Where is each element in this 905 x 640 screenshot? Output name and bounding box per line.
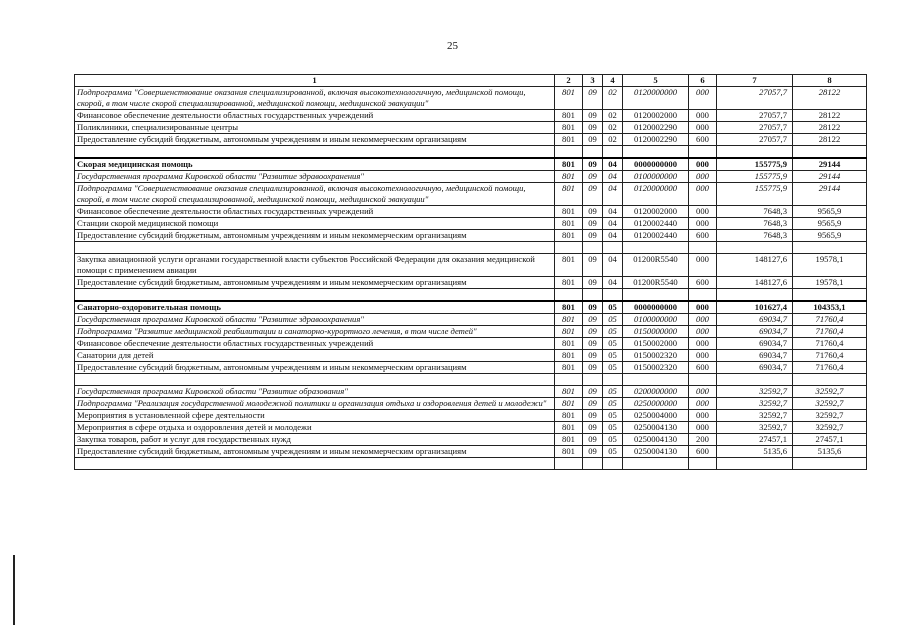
row-value-cell: 28122 (793, 110, 867, 122)
row-value-cell: 148127,6 (717, 254, 793, 277)
row-value-cell: 69034,7 (717, 314, 793, 326)
row-value-cell: 09 (583, 110, 603, 122)
row-value-cell: 600 (689, 446, 717, 458)
row-value-cell: 29144 (793, 171, 867, 183)
row-value-cell: 000 (689, 254, 717, 277)
row-value-cell (717, 146, 793, 159)
row-label-cell (75, 242, 555, 254)
row-value-cell: 801 (555, 422, 583, 434)
row-value-cell (603, 242, 623, 254)
table-row (75, 422, 867, 434)
row-label-cell: Подпрограмма "Совершенствование оказания специализированной, включая высокотехнологичную, медицинской помощи, скорой, в том числе скорой специализированной, медицинской помощи, медицинской эвакуации" (75, 87, 555, 110)
row-value-cell: 0100000000 (623, 314, 689, 326)
row-label-cell: Закупка авиационной услуги органами государственной власти субъектов Российской Федерации для оказания медицинской помощи с применением авиации (75, 254, 555, 277)
row-value-cell: 05 (603, 350, 623, 362)
row-value-cell: 0150002320 (623, 350, 689, 362)
budget-table-wrapper (74, 74, 866, 470)
row-value-cell (717, 289, 793, 302)
row-value-cell: 29144 (793, 158, 867, 171)
row-value-cell: 05 (603, 326, 623, 338)
row-value-cell: 801 (555, 350, 583, 362)
row-label-cell: Государственная программа Кировской области "Развитие образования" (75, 386, 555, 398)
row-value-cell: 69034,7 (717, 362, 793, 374)
row-value-cell: 02 (603, 110, 623, 122)
header-cell: 4 (603, 75, 623, 87)
row-value-cell (623, 374, 689, 386)
header-cell: 7 (717, 75, 793, 87)
row-value-cell: 5135,6 (793, 446, 867, 458)
table-row (75, 218, 867, 230)
row-value-cell: 27057,7 (717, 110, 793, 122)
row-value-cell: 32592,7 (793, 386, 867, 398)
row-value-cell: 28122 (793, 134, 867, 146)
row-value-cell: 801 (555, 230, 583, 242)
row-value-cell: 04 (603, 254, 623, 277)
row-value-cell (717, 374, 793, 386)
row-value-cell: 32592,7 (717, 422, 793, 434)
row-value-cell: 9565,9 (793, 218, 867, 230)
row-value-cell (583, 374, 603, 386)
row-value-cell: 0000000000 (623, 301, 689, 314)
row-value-cell: 71760,4 (793, 350, 867, 362)
row-value-cell: 000 (689, 87, 717, 110)
row-value-cell: 155775,9 (717, 183, 793, 206)
row-value-cell: 801 (555, 326, 583, 338)
row-value-cell: 801 (555, 158, 583, 171)
row-value-cell: 801 (555, 122, 583, 134)
row-value-cell: 801 (555, 206, 583, 218)
row-value-cell (793, 289, 867, 302)
table-row (75, 254, 867, 277)
table-row (75, 350, 867, 362)
row-value-cell: 27457,1 (717, 434, 793, 446)
row-value-cell: 0150000000 (623, 326, 689, 338)
row-value-cell (689, 458, 717, 470)
row-value-cell: 05 (603, 410, 623, 422)
table-row (75, 338, 867, 350)
row-label-cell (75, 289, 555, 302)
table-row (75, 122, 867, 134)
header-cell: 8 (793, 75, 867, 87)
row-value-cell (603, 458, 623, 470)
row-value-cell: 19578,1 (793, 277, 867, 289)
row-value-cell: 29144 (793, 183, 867, 206)
row-value-cell: 000 (689, 158, 717, 171)
row-value-cell (689, 146, 717, 159)
row-value-cell: 04 (603, 171, 623, 183)
row-label-cell: Скорая медицинская помощь (75, 158, 555, 171)
row-value-cell: 09 (583, 362, 603, 374)
row-value-cell: 04 (603, 230, 623, 242)
row-value-cell: 600 (689, 134, 717, 146)
row-value-cell: 02 (603, 122, 623, 134)
row-value-cell: 801 (555, 110, 583, 122)
row-value-cell: 801 (555, 134, 583, 146)
row-value-cell: 02 (603, 87, 623, 110)
row-label-cell: Финансовое обеспечение деятельности областных государственных учреждений (75, 206, 555, 218)
row-value-cell: 0100000000 (623, 171, 689, 183)
row-value-cell (793, 146, 867, 159)
row-value-cell: 28122 (793, 87, 867, 110)
row-label-cell: Государственная программа Кировской области "Развитие здравоохранения" (75, 314, 555, 326)
row-value-cell: 0120002290 (623, 134, 689, 146)
row-value-cell (555, 458, 583, 470)
row-value-cell: 04 (603, 218, 623, 230)
row-value-cell: 71760,4 (793, 326, 867, 338)
row-value-cell: 71760,4 (793, 314, 867, 326)
row-value-cell: 09 (583, 158, 603, 171)
row-value-cell: 801 (555, 183, 583, 206)
row-label-cell: Предоставление субсидий бюджетным, автономным учреждениям и иным некоммерческим организациям (75, 277, 555, 289)
row-value-cell: 09 (583, 338, 603, 350)
row-value-cell: 09 (583, 410, 603, 422)
row-value-cell: 5135,6 (717, 446, 793, 458)
row-value-cell: 69034,7 (717, 338, 793, 350)
row-value-cell: 05 (603, 314, 623, 326)
row-label-cell: Предоставление субсидий бюджетным, автономным учреждениям и иным некоммерческим организациям (75, 134, 555, 146)
row-value-cell: 09 (583, 171, 603, 183)
table-row (75, 183, 867, 206)
row-label-cell: Мероприятия в установленной сфере деятельности (75, 410, 555, 422)
row-value-cell: 7648,3 (717, 230, 793, 242)
row-value-cell: 0150002000 (623, 338, 689, 350)
row-label-cell: Финансовое обеспечение деятельности областных государственных учреждений (75, 338, 555, 350)
row-value-cell: 0250004000 (623, 410, 689, 422)
row-value-cell: 0120002440 (623, 230, 689, 242)
row-value-cell (603, 146, 623, 159)
header-cell: 2 (555, 75, 583, 87)
table-row (75, 134, 867, 146)
row-label-cell: Станции скорой медицинской помощи (75, 218, 555, 230)
row-label-cell (75, 146, 555, 159)
row-value-cell: 148127,6 (717, 277, 793, 289)
header-cell: 5 (623, 75, 689, 87)
row-value-cell: 000 (689, 110, 717, 122)
row-value-cell: 09 (583, 87, 603, 110)
row-value-cell: 000 (689, 338, 717, 350)
header-row (75, 75, 867, 87)
row-value-cell (555, 289, 583, 302)
row-value-cell: 32592,7 (793, 410, 867, 422)
row-value-cell: 27057,7 (717, 122, 793, 134)
row-value-cell: 01200R5540 (623, 254, 689, 277)
row-label-cell: Государственная программа Кировской области "Развитие здравоохранения" (75, 171, 555, 183)
row-value-cell (623, 289, 689, 302)
row-value-cell: 801 (555, 434, 583, 446)
row-label-cell: Предоставление субсидий бюджетным, автономным учреждениям и иным некоммерческим организациям (75, 362, 555, 374)
row-value-cell: 09 (583, 230, 603, 242)
table-row (75, 362, 867, 374)
header-cell: 1 (75, 75, 555, 87)
row-value-cell: 000 (689, 218, 717, 230)
row-value-cell (623, 242, 689, 254)
row-label-cell: Закупка товаров, работ и услуг для государственных нужд (75, 434, 555, 446)
row-value-cell: 27057,7 (717, 87, 793, 110)
row-value-cell: 0250004130 (623, 434, 689, 446)
row-value-cell: 69034,7 (717, 350, 793, 362)
row-value-cell: 600 (689, 362, 717, 374)
row-value-cell: 09 (583, 301, 603, 314)
row-value-cell: 09 (583, 434, 603, 446)
row-value-cell: 0120002000 (623, 206, 689, 218)
row-value-cell: 05 (603, 362, 623, 374)
row-value-cell (623, 146, 689, 159)
row-value-cell (555, 146, 583, 159)
row-value-cell: 09 (583, 446, 603, 458)
row-value-cell: 09 (583, 206, 603, 218)
row-value-cell (555, 242, 583, 254)
row-value-cell: 05 (603, 338, 623, 350)
row-value-cell: 801 (555, 398, 583, 410)
row-value-cell: 32592,7 (793, 398, 867, 410)
row-value-cell: 155775,9 (717, 171, 793, 183)
row-value-cell: 09 (583, 314, 603, 326)
table-row (75, 410, 867, 422)
row-value-cell: 000 (689, 183, 717, 206)
row-value-cell: 05 (603, 446, 623, 458)
row-value-cell: 000 (689, 386, 717, 398)
row-label-cell: Поликлиники, специализированные центры (75, 122, 555, 134)
row-value-cell: 09 (583, 122, 603, 134)
row-value-cell (603, 374, 623, 386)
row-value-cell (689, 242, 717, 254)
row-value-cell: 27057,7 (717, 134, 793, 146)
row-value-cell (793, 374, 867, 386)
row-value-cell (717, 242, 793, 254)
row-value-cell: 09 (583, 134, 603, 146)
row-value-cell: 0120000000 (623, 183, 689, 206)
row-label-cell (75, 458, 555, 470)
table-row (75, 206, 867, 218)
row-value-cell: 32592,7 (717, 386, 793, 398)
page-number: 25 (447, 40, 458, 52)
header-cell: 6 (689, 75, 717, 87)
row-value-cell: 0250004130 (623, 422, 689, 434)
row-value-cell: 801 (555, 446, 583, 458)
spacer-row (75, 458, 867, 470)
row-value-cell: 801 (555, 410, 583, 422)
row-value-cell: 0250004130 (623, 446, 689, 458)
table-row (75, 314, 867, 326)
row-value-cell: 09 (583, 183, 603, 206)
row-value-cell: 7648,3 (717, 206, 793, 218)
row-value-cell: 28122 (793, 122, 867, 134)
row-value-cell: 0120002290 (623, 122, 689, 134)
table-row (75, 230, 867, 242)
row-value-cell: 155775,9 (717, 158, 793, 171)
row-label-cell: Санаторно-оздоровительная помощь (75, 301, 555, 314)
row-value-cell (603, 289, 623, 302)
row-value-cell: 000 (689, 171, 717, 183)
row-value-cell (793, 458, 867, 470)
row-value-cell: 09 (583, 326, 603, 338)
row-value-cell: 19578,1 (793, 254, 867, 277)
table-body (75, 87, 867, 470)
row-value-cell: 801 (555, 218, 583, 230)
row-value-cell: 32592,7 (793, 422, 867, 434)
row-value-cell: 101627,4 (717, 301, 793, 314)
row-value-cell (583, 146, 603, 159)
row-value-cell: 01200R5540 (623, 277, 689, 289)
row-value-cell: 0250000000 (623, 398, 689, 410)
spacer-row (75, 289, 867, 302)
row-label-cell: Предоставление субсидий бюджетным, автономным учреждениям и иным некоммерческим организациям (75, 446, 555, 458)
row-value-cell: 09 (583, 218, 603, 230)
row-value-cell: 000 (689, 410, 717, 422)
row-label-cell (75, 374, 555, 386)
row-value-cell: 04 (603, 158, 623, 171)
row-value-cell: 32592,7 (717, 410, 793, 422)
row-value-cell: 04 (603, 183, 623, 206)
row-value-cell: 600 (689, 230, 717, 242)
row-value-cell: 000 (689, 122, 717, 134)
row-value-cell: 7648,3 (717, 218, 793, 230)
row-label-cell: Подпрограмма "Развитие медицинской реабилитации и санаторно-курортного лечения, в том числе детей" (75, 326, 555, 338)
row-value-cell: 000 (689, 398, 717, 410)
row-value-cell: 05 (603, 434, 623, 446)
row-value-cell: 000 (689, 301, 717, 314)
table-row (75, 398, 867, 410)
row-value-cell: 0120002000 (623, 110, 689, 122)
row-value-cell: 000 (689, 314, 717, 326)
row-value-cell: 801 (555, 386, 583, 398)
table-row (75, 434, 867, 446)
row-value-cell: 69034,7 (717, 326, 793, 338)
table-row (75, 446, 867, 458)
row-label-cell: Подпрограмма "Совершенствование оказания специализированной, включая высокотехнологичную, медицинской помощи, скорой, в том числе скорой специализированной, медицинской помощи, медицинской эвакуации" (75, 183, 555, 206)
row-value-cell: 801 (555, 87, 583, 110)
row-value-cell: 9565,9 (793, 230, 867, 242)
row-value-cell: 0150002320 (623, 362, 689, 374)
row-value-cell: 09 (583, 350, 603, 362)
row-value-cell: 27457,1 (793, 434, 867, 446)
table-row (75, 171, 867, 183)
row-value-cell: 04 (603, 277, 623, 289)
budget-table (74, 74, 867, 470)
table-row (75, 158, 867, 171)
row-value-cell: 09 (583, 398, 603, 410)
row-value-cell: 0200000000 (623, 386, 689, 398)
row-value-cell: 801 (555, 314, 583, 326)
row-value-cell: 801 (555, 338, 583, 350)
table-row (75, 326, 867, 338)
row-value-cell (717, 458, 793, 470)
spacer-row (75, 146, 867, 159)
table-row (75, 110, 867, 122)
table-row (75, 386, 867, 398)
row-value-cell: 05 (603, 422, 623, 434)
row-value-cell (793, 242, 867, 254)
row-value-cell: 600 (689, 277, 717, 289)
row-value-cell: 801 (555, 301, 583, 314)
spacer-row (75, 242, 867, 254)
spacer-row (75, 374, 867, 386)
row-value-cell: 04 (603, 206, 623, 218)
row-value-cell (689, 289, 717, 302)
row-value-cell: 0120002440 (623, 218, 689, 230)
row-value-cell: 71760,4 (793, 338, 867, 350)
header-cell: 3 (583, 75, 603, 87)
row-label-cell: Финансовое обеспечение деятельности областных государственных учреждений (75, 110, 555, 122)
row-value-cell: 801 (555, 277, 583, 289)
row-value-cell: 0120000000 (623, 87, 689, 110)
row-value-cell: 000 (689, 206, 717, 218)
row-value-cell: 104353,1 (793, 301, 867, 314)
row-label-cell: Мероприятия в сфере отдыха и оздоровления детей и молодежи (75, 422, 555, 434)
row-value-cell (689, 374, 717, 386)
row-value-cell (583, 242, 603, 254)
row-value-cell: 05 (603, 386, 623, 398)
row-value-cell: 09 (583, 277, 603, 289)
row-value-cell: 000 (689, 350, 717, 362)
row-value-cell: 09 (583, 386, 603, 398)
row-value-cell: 9565,9 (793, 206, 867, 218)
row-value-cell: 09 (583, 422, 603, 434)
row-value-cell (555, 374, 583, 386)
table-row (75, 87, 867, 110)
margin-line (13, 555, 15, 625)
row-value-cell: 801 (555, 362, 583, 374)
row-value-cell: 000 (689, 326, 717, 338)
row-label-cell: Санатории для детей (75, 350, 555, 362)
row-label-cell: Подпрограмма "Реализация государственной молодежной политики и организация отдыха и оздоровления детей и молодежи" (75, 398, 555, 410)
row-value-cell: 801 (555, 254, 583, 277)
row-value-cell: 200 (689, 434, 717, 446)
row-value-cell: 801 (555, 171, 583, 183)
row-label-cell: Предоставление субсидий бюджетным, автономным учреждениям и иным некоммерческим организациям (75, 230, 555, 242)
row-value-cell: 05 (603, 301, 623, 314)
row-value-cell: 05 (603, 398, 623, 410)
row-value-cell (583, 458, 603, 470)
row-value-cell: 71760,4 (793, 362, 867, 374)
row-value-cell: 09 (583, 254, 603, 277)
table-row (75, 277, 867, 289)
row-value-cell: 000 (689, 422, 717, 434)
row-value-cell: 02 (603, 134, 623, 146)
row-value-cell (583, 289, 603, 302)
table-row (75, 301, 867, 314)
row-value-cell: 0000000000 (623, 158, 689, 171)
row-value-cell: 32592,7 (717, 398, 793, 410)
row-value-cell (623, 458, 689, 470)
